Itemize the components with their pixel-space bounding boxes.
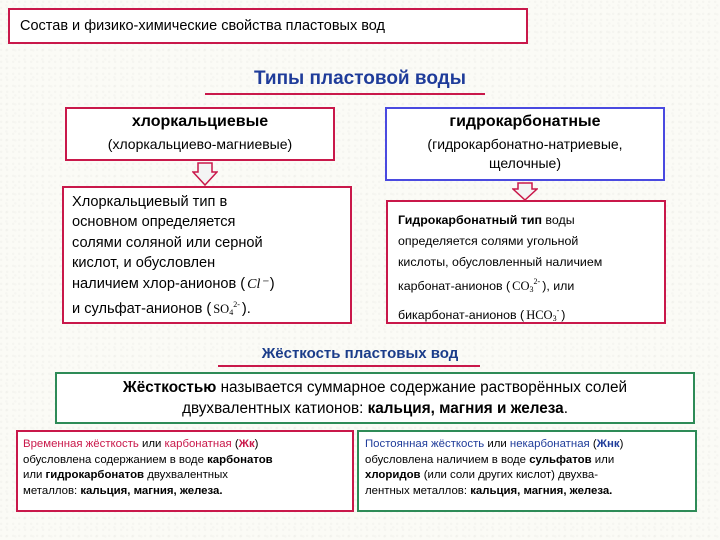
box-text: или [138,438,165,450]
desc-line: ) [269,275,275,292]
formula-base: HCO [526,308,553,323]
box-bold: гидрокарбонатов [45,469,145,481]
box-text: обусловлена наличием в воде [365,453,530,466]
carbonate-hardness-term: карбонатная [164,438,232,450]
permanent-hardness-box [357,430,697,512]
bicarbonate-description [386,200,666,324]
box-text: ( [231,438,239,450]
types-heading: Типы пластовой воды [254,68,466,89]
desc-line: кислот, и обусловлен [72,255,216,272]
temporary-hardness-abbr: Жк [238,438,255,450]
chloride-anion-formula: Cl⁻ [247,276,268,292]
right-down-arrow-icon [512,182,538,201]
desc-line: и сульфат-анионов ( [72,301,212,318]
definition-bold: кальция, магния и железа [367,400,564,417]
bicarbonate-type-name: гидрокарбонатные [449,113,601,130]
types-heading-underline [205,93,485,95]
definition-text: . [563,400,568,417]
definition-term: Жёсткостью [122,379,217,396]
desc-line: бикарбонат-анионов ( [398,308,525,323]
bicarbonate-type-subtitle [387,135,663,173]
formula-subscript: 4 [229,308,234,318]
formula-base: CO [512,279,530,294]
carbonate-anion-formula [510,272,542,301]
desc-line: наличием хлор-анионов ( [72,275,246,292]
desc-line: ). [241,301,251,318]
box-text: ( [589,438,597,450]
definition-text: называется суммарное содержание растворённых солей [216,379,628,396]
chlorocalcium-description [62,186,352,324]
box-text: двухвалентных [144,469,228,481]
temporary-hardness-box [16,430,354,512]
desc-line: ) [561,308,566,323]
box-bold: карбонатов [207,453,273,466]
desc-line: ), или [542,279,575,294]
definition-text: двухвалентных катионов: [182,400,368,417]
bicarbonate-subtitle-line1: (гидрокарбонатно-натриевые, [427,136,623,152]
desc-line: солями соляной или серной [72,234,263,251]
chlorocalcium-type-subtitle: (хлоркальциево-магниевые) [107,136,293,152]
desc-line: Хлоркальциевый тип в [72,194,228,210]
chlorocalcium-type-box [65,107,335,161]
desc-line: воды [541,213,575,227]
box-text: ) [254,438,259,450]
slide-title-box [8,8,528,44]
hardness-definition-box [55,372,695,424]
hardness-heading: Жёсткость пластовых вод [261,345,459,362]
noncarbonate-hardness-term: некарбонатная [509,438,590,450]
formula-base: SO [213,302,230,317]
formula-subscript: 3 [552,314,557,324]
chlorocalcium-type-name: хлоркальциевые [131,113,269,130]
box-bold: сульфатов [529,453,592,466]
box-text: или [23,469,46,481]
bicarbonate-subtitle-line2: щелочные) [488,155,562,171]
box-text: лентных металлов: [365,484,471,497]
box-text: металлов: [23,484,81,497]
box-text: ) [619,438,624,450]
temporary-hardness-term: Временная жёсткость [23,438,139,450]
permanent-hardness-abbr: Жнк [596,438,620,450]
formula-superscript: 2- [533,277,541,287]
formula-subscript: 3 [529,285,534,295]
sulfate-anion-formula [211,295,242,323]
box-text: или [591,453,615,466]
permanent-hardness-term: Постоянная жёсткость [365,438,485,450]
box-text: обусловлена содержанием в воде [23,453,208,466]
box-bold: кальция, магния, железа. [470,484,613,497]
desc-line: карбонат-анионов ( [398,279,511,294]
desc-bold-term: Гидрокарбонатный тип [398,213,542,227]
box-bold: кальция, магния, железа. [80,484,223,497]
bicarbonate-type-box [385,107,665,181]
hardness-heading-underline [218,365,480,367]
box-bold: хлоридов [365,469,421,481]
formula-superscript: - [556,306,560,316]
formula-superscript: 2- [233,300,240,310]
slide-title: Состав и физико-химические свойства пластовых вод [20,18,385,34]
left-down-arrow-icon [192,162,218,186]
desc-line: определяется солями угольной [398,233,579,248]
box-text: или [484,438,510,450]
desc-line: основном определяется [72,214,236,231]
bicarbonate-anion-formula [524,301,561,330]
box-text: (или соли других кислот) двухва- [420,469,598,481]
desc-line: кислоты, обусловленный наличием [398,254,603,269]
